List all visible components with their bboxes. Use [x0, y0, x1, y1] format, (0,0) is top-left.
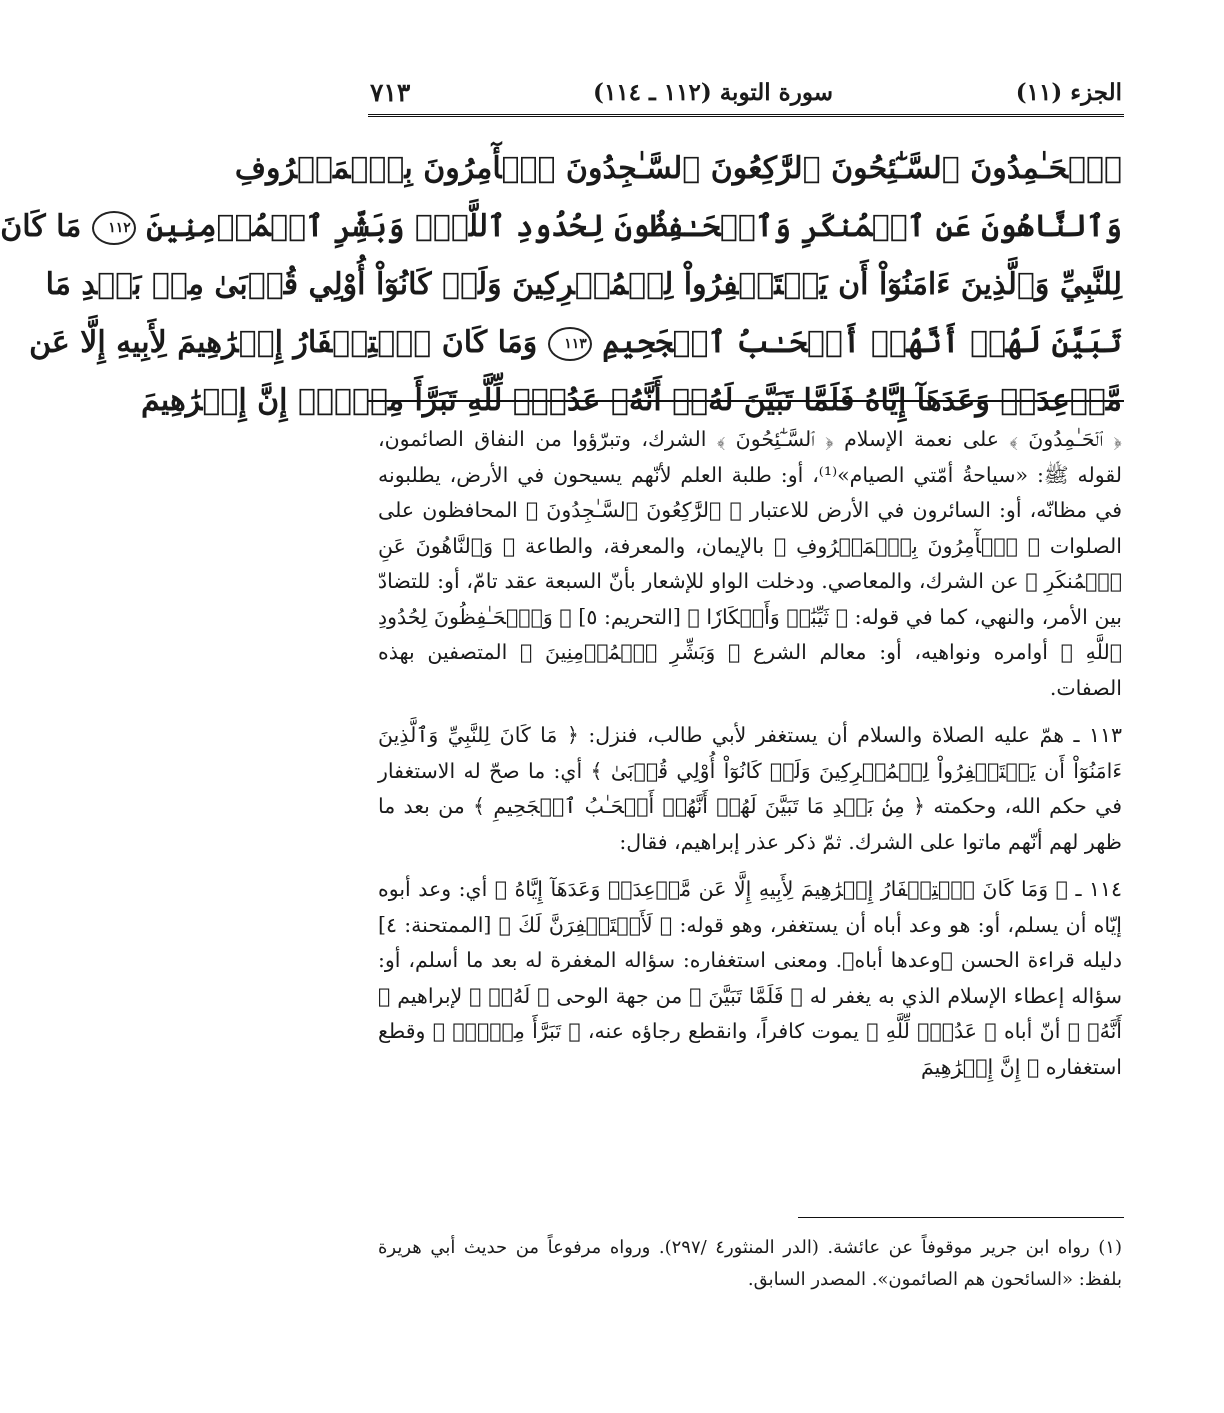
- page-number: ٧١٣: [370, 77, 411, 107]
- ayah-number-marker: ١١٣: [548, 327, 592, 361]
- quran-line: لِلنَّبِيِّ وَٱلَّذِينَ ءَامَنُوٓاْ أَن يَسۡتَغۡفِرُواْ لِلۡمُشۡرِكِينَ وَلَوۡ كَانُوٓاْ أُوْلِي قُرۡبَىٰ مِنۢ بَعۡدِ مَا: [45, 267, 1122, 302]
- quran-segment: وَٱلنَّاهُونَ عَنِ ٱلۡمُنكَرِ وَٱلۡحَـٰفِظُونَ لِحُدُودِ ٱللَّهِۗ وَبَشِّرِ ٱلۡمُؤۡمِنِينَ: [146, 209, 1122, 244]
- commentary-block: [378, 422, 1122, 1097]
- quran-line: مَّوۡعِدَةٖ وَعَدَهَآ إِيَّاهُ فَلَمَّا تَبَيَّنَ لَهُۥٓ أَنَّهُۥ عَدُوّٞ لِّلَّهِ تَبَرَّأَ مِنۡهُۚ إِنَّ إِبۡرَٰهِيمَ: [140, 383, 1122, 418]
- commentary-paragraph: ١١٣ ـ همّ عليه الصلاة والسلام أن يستغفر لأبي طالب، فنزل: ﴿ مَا كَانَ لِلنَّبِيِّ وَٱلَّذِينَ ءَامَنُوٓاْ أَن يَسۡتَغۡفِرُواْ لِلۡمُشۡرِكِينَ وَلَوۡ كَانُوٓاْ أُوْلِي قُرۡبَىٰ ﴾ أي: ما صحّ له الاستغفار في حكم الله، وحكمته ﴿ مِنۢ بَعۡدِ مَا تَبَيَّنَ لَهُمۡ أَنَّهُمۡ أَصۡحَـٰبُ ٱلۡجَحِيمِ ﴾ من بعد ما ظهر لهم أنّهم ماتوا على الشرك. ثمّ ذكر عذر إبراهيم، فقال:: [378, 723, 1122, 854]
- quran-line: [29, 314, 1122, 372]
- header-rule: [368, 114, 1124, 117]
- footnote-rule: [798, 1217, 1124, 1218]
- quran-line: ٱلۡحَـٰمِدُونَ ٱلسَّـٰٓئِحُونَ ٱلرَّٰكِعُونَ ٱلسَّـٰجِدُونَ ٱلۡأٓمِرُونَ بِٱلۡمَعۡرُوفِ: [234, 151, 1122, 186]
- quran-line: [0, 198, 1122, 256]
- commentary-paragraph: ﴿ ٱلۡحَـٰمِدُونَ ﴾ على نعمة الإسلام ﴿ ٱلسَّـٰٓئِحُونَ ﴾ الشرك، وتبرّؤوا من النفاق الصائمون، لقوله ﷺ: «سياحةُ أمّتي الصيام»⁽¹⁾، أو: طلبة العلم لأنّهم يسيحون في الأرض، يطلبونه في مظانّه، أو: السائرون في الأرض للاعتبار ﴿ ٱلرَّٰكِعُونَ ٱلسَّـٰجِدُونَ ﴾ المحافظون على الصلوات ﴿ ٱلۡأٓمِرُونَ بِٱلۡمَعۡرُوفِ ﴾ بالإيمان، والمعرفة، والطاعة ﴿ وَٱلنَّاهُونَ عَنِ ٱلۡمُنكَرِ ﴾ عن الشرك، والمعاصي. ودخلت الواو للإشعار بأنّ السبعة عقد تامّ، أو: للتضادّ بين الأمر، والنهي، كما في قوله: ﴿ ثَيِّبَٰتٖ وَأَبۡكَارٗا ﴾ [التحريم: ٥] ﴿ وَٱلۡحَـٰفِظُونَ لِحُدُودِ ٱللَّهِ ﴾ أوامره ونواهيه، أو: معالم الشرع ﴿ وَبَشِّرِ ٱلۡمُؤۡمِنِينَ ﴾ المتصفين بهذه الصفات.: [378, 427, 1122, 700]
- page-header: [370, 74, 1122, 110]
- surah-title: سورة التوبة (١١٢ ـ ١١٤): [593, 78, 833, 106]
- quran-segment: تَبَيَّنَ لَهُمۡ أَنَّهُمۡ أَصۡحَـٰبُ ٱلۡجَحِيمِ: [602, 325, 1122, 360]
- quran-segment: وَمَا كَانَ ٱسۡتِغۡفَارُ إِبۡرَٰهِيمَ لِأَبِيهِ إِلَّا عَن: [29, 325, 538, 360]
- juz-label: الجزء (١١): [1015, 78, 1122, 106]
- commentary-paragraph: ١١٤ ـ ﴿ وَمَا كَانَ ٱسۡتِغۡفَارُ إِبۡرَٰهِيمَ لِأَبِيهِ إِلَّا عَن مَّوۡعِدَةٖ وَعَدَهَآ إِيَّاهُ ﴾ أي: وعد أبوه إيّاه أن يسلم، أو: هو وعد أباه أن يستغفر، وهو قوله: ﴿ لَأَسۡتَغۡفِرَنَّ لَكَ ﴾ [الممتحنة: ٤] دليله قراءة الحسن ﴿وعدها أباه﴾. ومعنى استغفاره: سؤاله المغفرة له بعد ما أسلم، أو: سؤاله إعطاء الإسلام الذي به يغفر له ﴿ فَلَمَّا تَبَيَّنَ ﴾ من جهة الوحى ﴿ لَهُۥٓ ﴾ لإبراهيم ﴿ أَنَّهُۥ ﴾ أنّ أباه ﴿ عَدُوّٞ لِّلَّهِ ﴾ يموت كافراً، وانقطع رجاؤه عنه، ﴿ تَبَرَّأَ مِنۡهُۚ ﴾ وقطع استغفاره ﴿ إِنَّ إِبۡرَٰهِيمَ: [378, 877, 1122, 1079]
- section-divider: [368, 400, 1124, 402]
- ayah-number-marker: ١١٢: [92, 211, 136, 245]
- footnote: (١) رواه ابن جرير موقوفاً عن عائشة. (الدر المنثور٤ /٢٩٧). ورواه مرفوعاً من حديث أبي هريرة بلفظ: «السائحون هم الصائمون». المصدر السابق.: [378, 1237, 1122, 1290]
- quran-segment: مَا كَانَ: [0, 209, 82, 244]
- quran-text-block: [0, 140, 1122, 430]
